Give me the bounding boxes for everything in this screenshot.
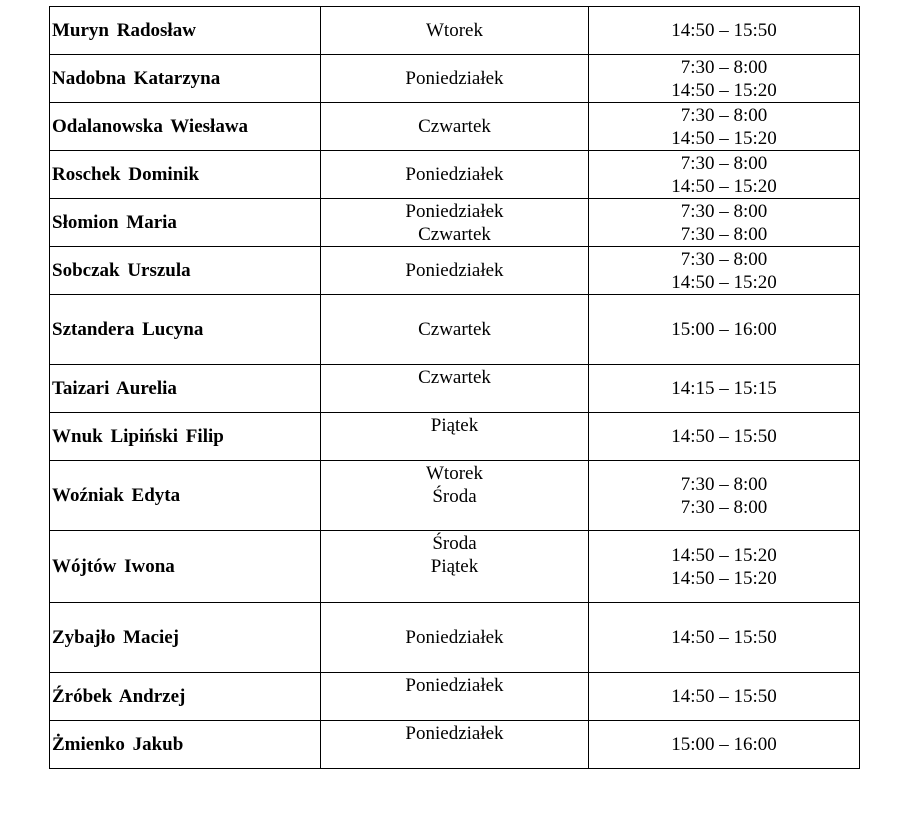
- weekday: Poniedziałek: [405, 68, 504, 89]
- teacher-name: Wójtów Iwona: [50, 531, 321, 603]
- time-range: 7:30 – 8:00: [680, 152, 768, 174]
- table-row: [50, 7, 860, 55]
- time-range: 14:50 – 15:20: [671, 175, 777, 197]
- table-row: [50, 55, 860, 103]
- time-cell: [589, 247, 860, 295]
- weekday: Piątek: [430, 556, 479, 577]
- weekday: Poniedziałek: [405, 627, 504, 648]
- time-cell: [589, 55, 860, 103]
- time-range: 14:15 – 15:15: [671, 378, 777, 399]
- weekday-cell: [321, 531, 589, 603]
- teacher-name: Nadobna Katarzyna: [50, 55, 321, 103]
- weekday-cell: [321, 7, 589, 55]
- time-cell: [589, 365, 860, 413]
- table-row: [50, 151, 860, 199]
- teacher-name: Odalanowska Wiesława: [50, 103, 321, 151]
- weekday: Środa: [432, 486, 477, 507]
- table-row: [50, 247, 860, 295]
- time-cell: [589, 673, 860, 721]
- weekday-cell: [321, 295, 589, 365]
- time-range: 7:30 – 8:00: [680, 248, 768, 270]
- weekday-cell: [321, 461, 589, 531]
- weekday: Poniedziałek: [405, 200, 504, 222]
- table-row: [50, 461, 860, 531]
- teacher-name: Słomion Maria: [50, 199, 321, 247]
- weekday-cell: [321, 721, 589, 769]
- table-row: [50, 531, 860, 603]
- weekday: Czwartek: [418, 319, 491, 340]
- teacher-name: Zybajło Maciej: [50, 603, 321, 673]
- schedule-table: [49, 6, 860, 769]
- time-cell: [589, 199, 860, 247]
- time-range: 7:30 – 8:00: [680, 56, 768, 78]
- time-range: 7:30 – 8:00: [680, 496, 768, 518]
- time-range: 7:30 – 8:00: [680, 104, 768, 126]
- weekday-cell: [321, 673, 589, 721]
- time-cell: [589, 721, 860, 769]
- time-cell: [589, 295, 860, 365]
- weekday: Poniedziałek: [405, 164, 504, 185]
- time-range: 14:50 – 15:50: [671, 627, 777, 648]
- weekday: Wtorek: [426, 20, 483, 41]
- weekday: Poniedziałek: [405, 675, 504, 696]
- time-cell: [589, 603, 860, 673]
- teacher-name: Woźniak Edyta: [50, 461, 321, 531]
- teacher-name: Sobczak Urszula: [50, 247, 321, 295]
- weekday-cell: [321, 603, 589, 673]
- weekday-cell: [321, 151, 589, 199]
- weekday-cell: [321, 365, 589, 413]
- time-range: 14:50 – 15:20: [671, 271, 777, 293]
- teacher-name: Roschek Dominik: [50, 151, 321, 199]
- table-row: [50, 199, 860, 247]
- teacher-name: Żmienko Jakub: [50, 721, 321, 769]
- weekday-cell: [321, 55, 589, 103]
- table-row: [50, 295, 860, 365]
- time-range: 14:50 – 15:50: [671, 20, 777, 41]
- time-range: 7:30 – 8:00: [680, 473, 768, 495]
- time-range: 14:50 – 15:20: [671, 544, 777, 566]
- time-range: 14:50 – 15:20: [671, 79, 777, 101]
- time-range: 7:30 – 8:00: [680, 223, 768, 245]
- weekday-cell: [321, 103, 589, 151]
- time-cell: [589, 103, 860, 151]
- weekday-cell: [321, 199, 589, 247]
- time-range: 14:50 – 15:50: [671, 426, 777, 447]
- time-cell: [589, 7, 860, 55]
- time-range: 15:00 – 16:00: [671, 734, 777, 755]
- time-cell: [589, 151, 860, 199]
- weekday-cell: [321, 247, 589, 295]
- table-row: [50, 673, 860, 721]
- weekday-cell: [321, 413, 589, 461]
- table-row: [50, 413, 860, 461]
- teacher-name: Źróbek Andrzej: [50, 673, 321, 721]
- time-cell: [589, 461, 860, 531]
- table-row: [50, 103, 860, 151]
- weekday: Poniedziałek: [405, 723, 504, 744]
- table-row: [50, 603, 860, 673]
- weekday: Czwartek: [418, 116, 491, 137]
- weekday: Poniedziałek: [405, 260, 504, 281]
- weekday: Czwartek: [418, 367, 491, 388]
- teacher-name: Taizari Aurelia: [50, 365, 321, 413]
- teacher-name: Wnuk Lipiński Filip: [50, 413, 321, 461]
- time-cell: [589, 413, 860, 461]
- weekday: Wtorek: [426, 463, 483, 484]
- table-row: [50, 721, 860, 769]
- teacher-name: Muryn Radosław: [50, 7, 321, 55]
- teacher-name: Sztandera Lucyna: [50, 295, 321, 365]
- time-range: 15:00 – 16:00: [671, 319, 777, 340]
- weekday: Czwartek: [418, 223, 491, 245]
- time-range: 14:50 – 15:50: [671, 686, 777, 707]
- time-cell: [589, 531, 860, 603]
- time-range: 14:50 – 15:20: [671, 127, 777, 149]
- weekday: Piątek: [430, 415, 479, 436]
- time-range: 14:50 – 15:20: [671, 567, 777, 589]
- time-range: 7:30 – 8:00: [680, 200, 768, 222]
- weekday: Środa: [432, 533, 477, 554]
- table-row: [50, 365, 860, 413]
